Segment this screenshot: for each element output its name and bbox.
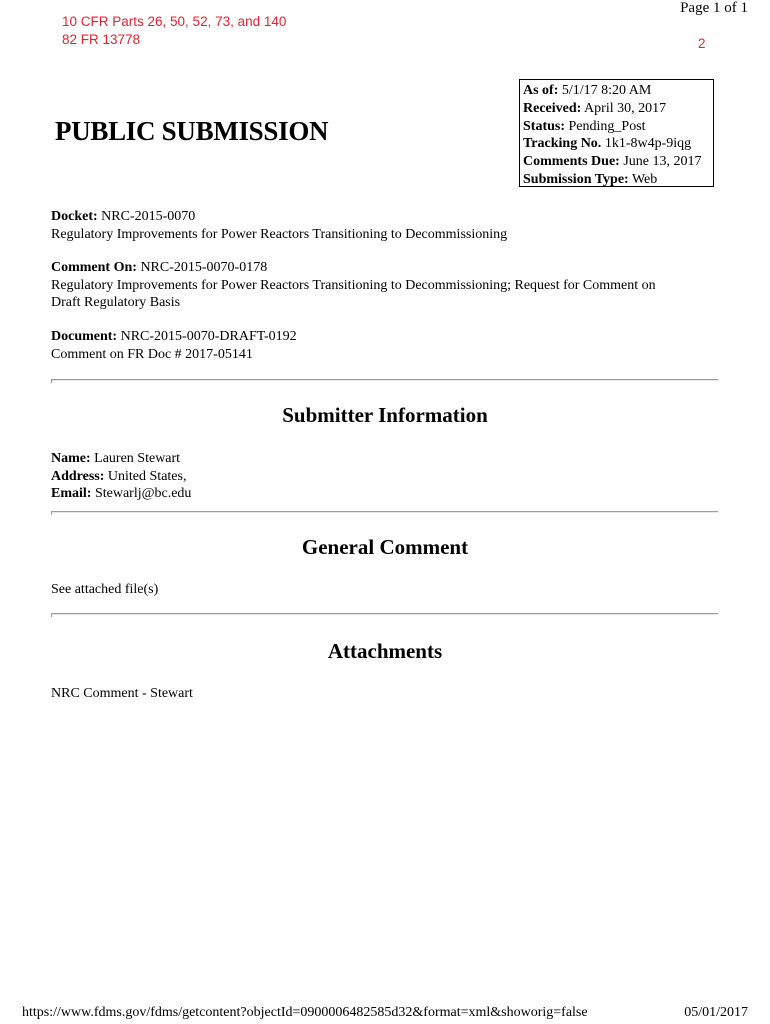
divider [51,379,718,381]
submission-type-label: Submission Type: [523,171,629,187]
submitter-information-heading: Submitter Information [282,403,488,427]
received-value: April 30, 2017 [584,100,667,116]
divider [51,511,718,513]
submitter-name: Lauren Stewart [94,451,181,466]
as-of-value: 5/1/17 8:20 AM [561,83,652,98]
as-of-row [523,82,713,100]
attachment-item[interactable]: NRC Comment - Stewart [51,686,193,701]
page-title: PUBLIC SUBMISSION [55,116,329,146]
tracking-label: Tracking No. [523,136,602,152]
document-id: NRC-2015-0070-DRAFT-0192 [120,329,297,344]
docket-description: Regulatory Improvements for Power Reactors Transitioning to Decommissioning [51,226,508,242]
document-description: Comment on FR Doc # 2017-05141 [51,346,253,362]
footer-date: 05/01/2017 [684,1005,748,1020]
stamp-cfr-parts: 10 CFR Parts 26, 50, 52, 73, and 140 [62,14,287,29]
stamp-fr-citation: 82 FR 13778 [62,32,141,47]
document-section [51,328,721,363]
name-label: Name: [51,451,91,466]
status-row [523,118,713,136]
submitter-email: Stewarlj@bc.edu [94,486,192,501]
status-label: Status: [523,118,566,134]
email-label: Email: [51,486,92,501]
submission-type-row [523,171,713,189]
status-value: Pending_Post [568,118,646,134]
comments-due-label: Comments Due: [523,154,620,170]
stamp-number: 2 [698,36,706,51]
tracking-value: 1k1-8w4p-9iqg [604,136,692,152]
comment-on-description-line1: Regulatory Improvements for Power Reactors Transitioning to Decommissioning; Request for Comment on [51,277,656,293]
comments-due-value: June 13, 2017 [623,154,702,170]
status-box [519,79,714,187]
docket-id: NRC-2015-0070 [101,209,196,224]
divider [51,613,718,615]
comment-on-section [51,259,721,312]
address-label: Address: [51,468,105,484]
footer-url[interactable]: https://www.fdms.gov/fdms/getcontent?objectId=0900006482585d32&format=xml&showorig=false [22,1005,588,1020]
submitter-section [51,450,721,503]
page-number: Page 1 of 1 [680,0,748,16]
document-label: Document: [51,329,118,344]
received-label: Received: [523,100,582,116]
federal-register-stamp [62,13,286,49]
attachments-heading: Attachments [327,639,443,663]
comment-on-description-line2: Draft Regulatory Basis [51,295,181,310]
submitter-address: United States, [107,468,187,484]
comment-on-label: Comment On: [51,260,137,275]
general-comment-heading: General Comment [301,535,469,559]
comment-on-id: NRC-2015-0070-0178 [140,260,268,275]
as-of-label: As of: [523,83,559,98]
tracking-row [523,135,713,153]
general-comment-text: See attached file(s) [51,582,159,597]
received-row [523,100,713,118]
submission-type-value: Web [631,171,658,187]
docket-section [51,208,721,243]
docket-label: Docket: [51,209,98,224]
comments-due-row [523,153,713,171]
